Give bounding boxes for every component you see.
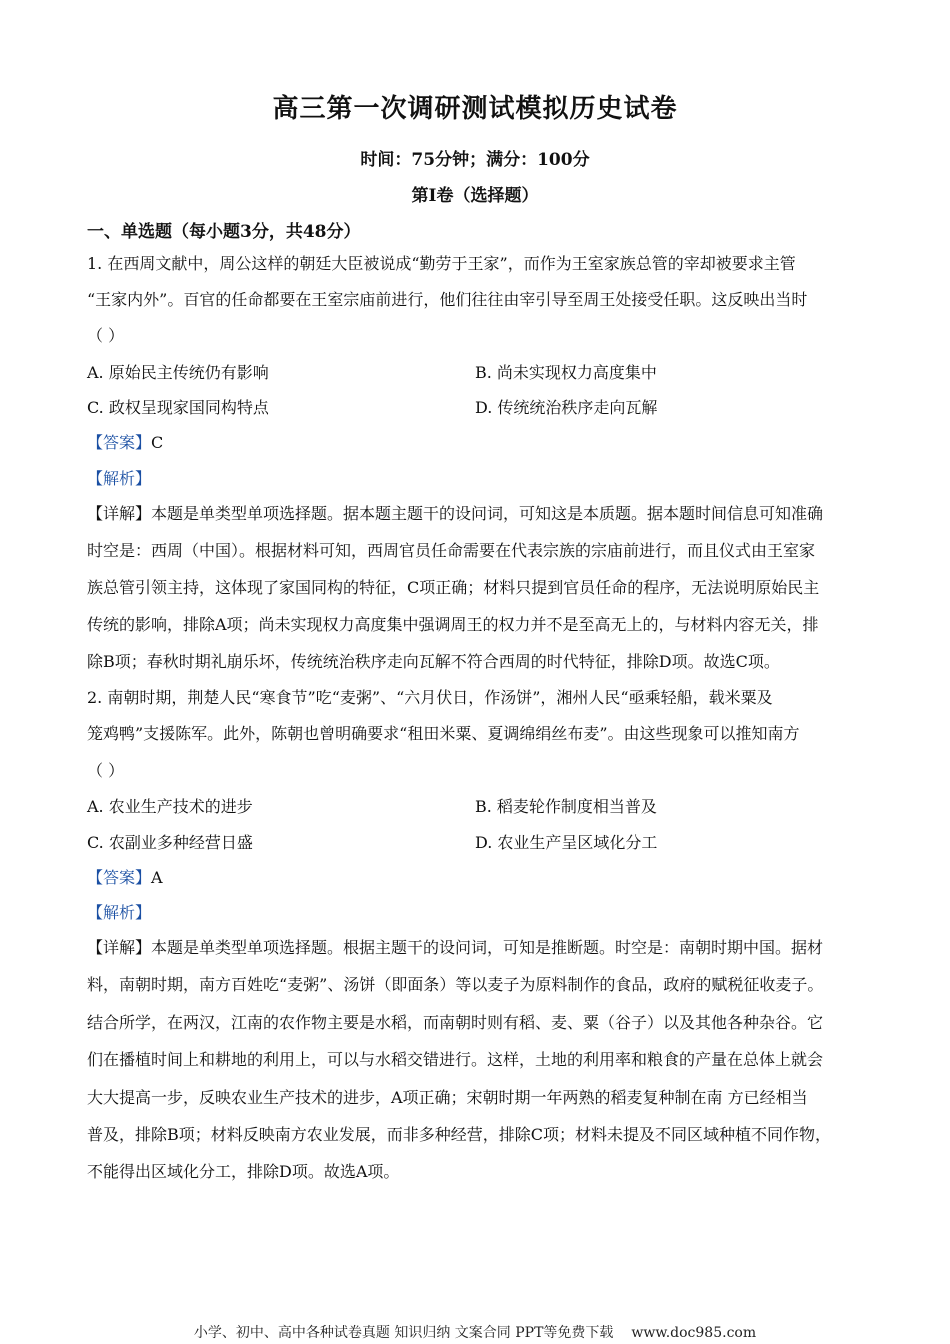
footer-link[interactable]: www.doc985.com	[631, 1325, 757, 1341]
question-1-stem-line-2: “王家内外”。百官的任命都要在王室宗庙前进行，他们往往由宰引导至周王处接受任职。这反映出当时	[87, 290, 808, 309]
question-2-detail-line-3: 结合所学，在两汉，江南的农作物主要是水稻，而南朝时则有稻、麦、粟（谷子）以及其他各种杂谷。它	[87, 1013, 824, 1032]
question-2-stem-line-1: 2. 南朝时期，荆楚人民“寒食节”吃“麦粥”、“六月伏日，作汤饼”，湘州人民“亟乘轻船，载米粟及	[87, 688, 773, 707]
answer-tag: 【答案】	[87, 868, 152, 887]
question-2-option-d: D. 农业生产呈区域化分工	[475, 833, 658, 852]
question-1-stem-line-1: 1. 在西周文献中，周公这样的朝廷大臣被说成“勤劳于王家”，而作为王室家族总管的宰却被要求主管	[87, 254, 796, 273]
answer-value: C	[151, 433, 164, 452]
question-2-detail-line-7: 不能得出区域化分工，排除D项。故选A项。	[87, 1162, 400, 1181]
exam-time-score: 时间：75分钟；满分：100分	[360, 150, 590, 170]
question-2-stem-line-2: 笼鸡鸭”支援陈军。此外，陈朝也曾明确要求“租田米粟、夏调绵绢丝布麦”。由这些现象可以推知南方	[87, 724, 800, 743]
section-heading: 一、单选题（每小题3分，共48分）	[87, 222, 361, 242]
question-1-detail-line-2: 时空是：西周（中国）。根据材料可知，西周官员任命需要在代表宗族的宗庙前进行，而且仪式由王室家	[87, 541, 816, 560]
detail-text: 本题是单类型单项选择题。根据主题干的设问词，可知是推断题。时空是：南朝时期中国。据材	[151, 938, 824, 957]
page-footer	[0, 1322, 950, 1342]
answer-tag: 【答案】	[87, 433, 152, 452]
question-1-stem-bracket: （ ）	[87, 326, 125, 345]
question-1-option-d: D. 传统统治秩序走向瓦解	[475, 398, 658, 417]
question-2-detail-line-6: 普及，排除B项；材料反映南方农业发展，而非多种经营，排除C项；材料未提及不同区域种植不同作物，	[87, 1125, 832, 1144]
answer-value: A	[151, 868, 163, 887]
question-1-answer	[87, 432, 163, 454]
question-1-analysis-tag: 【解析】	[87, 469, 152, 488]
volume-heading: 第Ⅰ卷（选择题）	[411, 186, 539, 206]
question-1-detail-line-3: 族总管引领主持，这体现了家国同构的特征，C项正确；材料只提到官员任命的程序，无法说明原始民主	[87, 578, 820, 597]
question-1-option-c: C. 政权呈现家国同构特点	[87, 398, 269, 417]
question-1-option-b: B. 尚未实现权力高度集中	[475, 363, 657, 382]
question-1-detail-line-5: 除B项；春秋时期礼崩乐坏，传统统治秩序走向瓦解不符合西周的时代特征，排除D项。故选C项。	[87, 652, 780, 671]
question-2-option-b: B. 稻麦轮作制度相当普及	[475, 797, 657, 816]
question-2-analysis-tag: 【解析】	[87, 903, 152, 922]
question-2-detail-line-1	[87, 937, 823, 959]
question-2-detail-line-2: 料，南朝时期，南方百姓吃“麦粥”、汤饼（即面条）等以麦子为原料制作的食品，政府的赋税征收麦子。	[87, 975, 824, 994]
footer-text: 小学、初中、高中各种试卷真题 知识归纳 文案合同 PPT等免费下载	[193, 1325, 614, 1341]
detail-text: 本题是单类型单项选择题。据本题主题干的设问词，可知这是本质题。据本题时间信息可知准确	[151, 504, 824, 523]
question-1-detail-line-4: 传统的影响，排除A项；尚未实现权力高度集中强调周王的权力并不是至高无上的，与材料内容无关，排	[87, 615, 819, 634]
question-1-option-a: A. 原始民主传统仍有影响	[87, 363, 269, 382]
exam-title: 高三第一次调研测试模拟历史试卷	[272, 94, 678, 124]
detail-tag: 【详解】	[87, 504, 152, 523]
detail-tag: 【详解】	[87, 938, 152, 957]
question-2-detail-line-4: 们在播植时间上和耕地的利用上，可以与水稻交错进行。这样，土地的利用率和粮食的产量在总体上就会	[87, 1050, 824, 1069]
question-2-answer	[87, 867, 163, 889]
question-2-stem-bracket: （ ）	[87, 761, 125, 780]
question-1-detail-line-1	[87, 503, 823, 525]
question-2-option-c: C. 农副业多种经营日盛	[87, 833, 253, 852]
question-2-detail-line-5: 大大提高一步，反映农业生产技术的进步，A项正确；宋朝时期一年两熟的稻麦复种制在南 方已经相当	[87, 1088, 808, 1107]
question-2-option-a: A. 农业生产技术的进步	[87, 797, 253, 816]
